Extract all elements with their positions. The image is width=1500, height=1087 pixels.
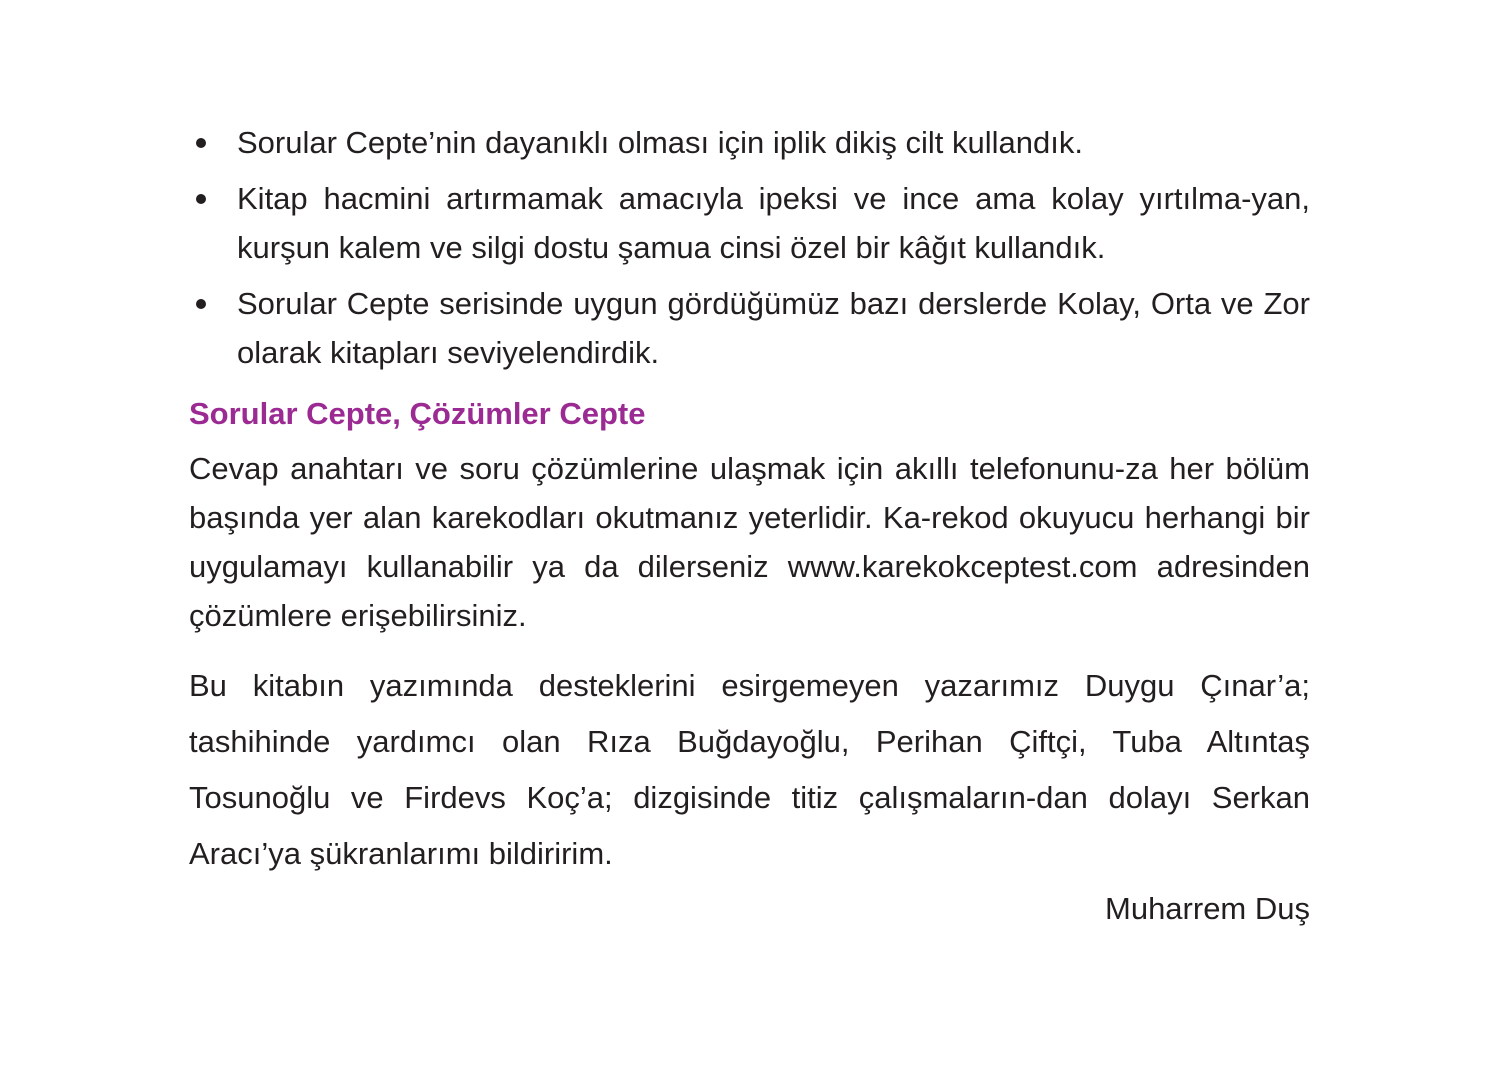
acknowledgement-paragraph: Bu kitabın yazımında desteklerini esirgemeyen yazarımız Duygu Çınar’a; tashihinde yardımcı olan Rıza Buğdayoğlu, Perihan Çiftçi, Tuba Altıntaş Tosunoğlu ve Firdevs Koç’a; dizgisinde titiz çalışmaların-dan dolayı Serkan Aracı’ya şükranlarımı bildiririm. <box>189 668 1310 871</box>
document-page <box>189 118 1310 934</box>
qr-code-paragraph: Cevap anahtarı ve soru çözümlerine ulaşmak için akıllı telefonunu-za her bölüm başında yer alan karekodları okutmanız yeterlidir. Ka-rekod okuyucu herhangi bir uygulamayı kullanabilir ya da dilerseniz www.karekokceptest.com adresinden çözümlere erişebilirsiniz. <box>189 451 1310 633</box>
author-signature: Muharrem Duş <box>1105 891 1310 926</box>
bullet-text: Sorular Cepte serisinde uygun gördüğümüz bazı derslerde Kolay, Orta ve Zor olarak kitapları seviyelendirdik. <box>237 286 1310 370</box>
bullet-text: Kitap hacmini artırmamak amacıyla ipeksi ve ince ama kolay yırtılma-yan, kurşun kalem ve silgi dostu şamua cinsi özel bir kâğıt kullandık. <box>237 181 1310 265</box>
bullet-item <box>189 118 1310 167</box>
section-heading: Sorular Cepte, Çözümler Cepte <box>189 396 646 431</box>
bullet-text: Sorular Cepte’nin dayanıklı olması için iplik dikiş cilt kullandık. <box>237 125 1083 160</box>
bullet-dot-icon <box>196 138 206 148</box>
bullet-dot-icon <box>196 194 206 204</box>
feature-bullet-list <box>189 118 1310 377</box>
bullet-dot-icon <box>196 299 206 309</box>
bullet-item <box>189 174 1310 272</box>
bullet-item <box>189 279 1310 377</box>
